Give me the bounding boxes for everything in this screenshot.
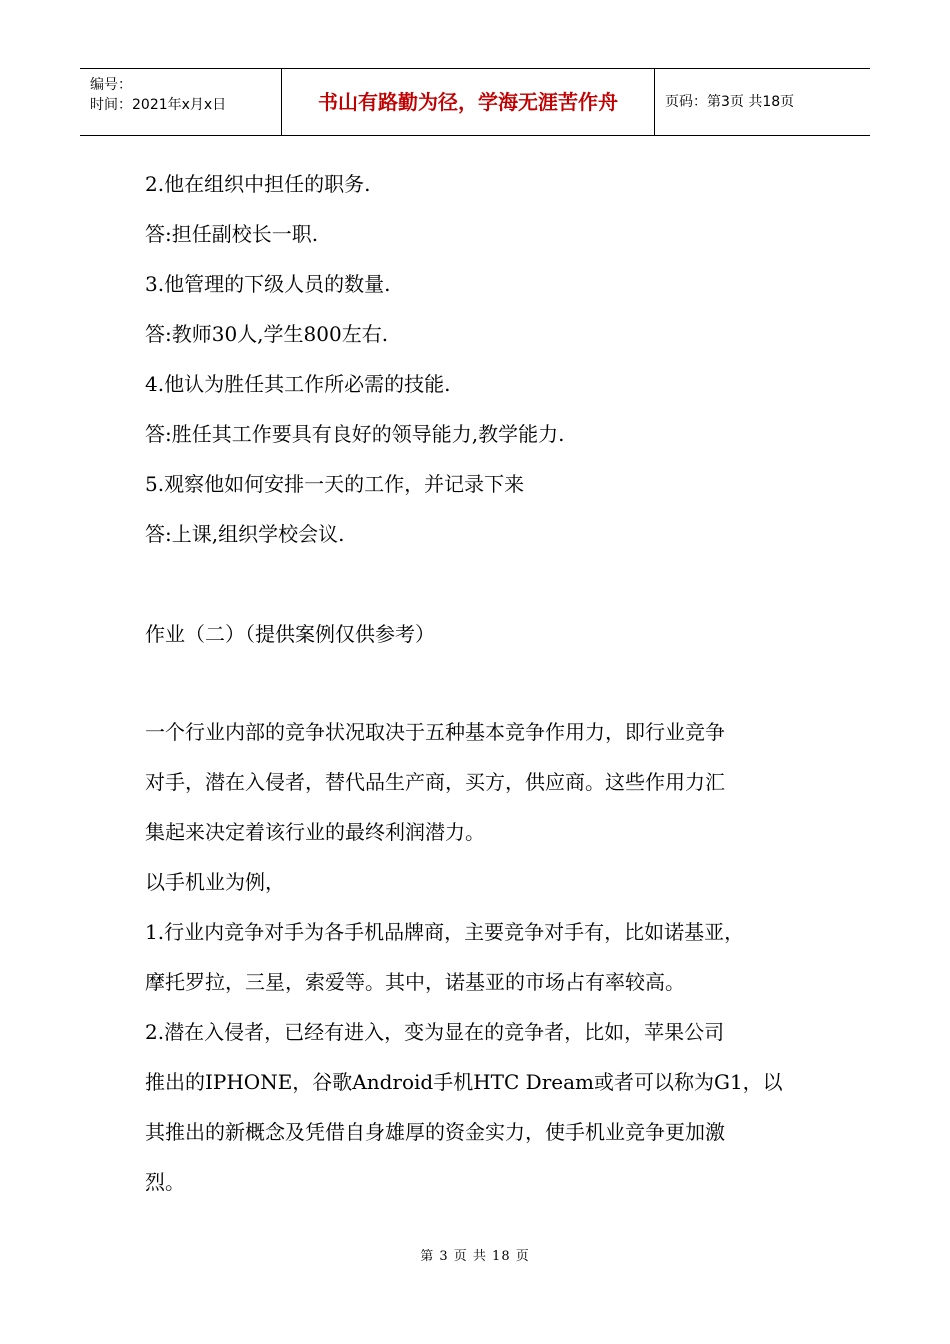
paragraph-line: 一个行业内部的竞争状况取决于五种基本竞争作用力，即行业竞争	[145, 720, 725, 744]
header-meta	[80, 69, 282, 135]
time-label: 时间：2021年x月x日	[90, 97, 227, 113]
paragraph-line: 1.行业内竞争对手为各手机品牌商，主要竞争对手有，比如诺基亚，	[145, 920, 745, 944]
header-page-info: 页码：第3页 共18页	[665, 94, 795, 110]
page-footer: 第 3 页 共 18 页	[420, 1249, 530, 1264]
paragraph-line: 对手，潜在入侵者，替代品生产商，买方，供应商。这些作用力汇	[145, 770, 725, 794]
paragraph-line: 其推出的新概念及凭借自身雄厚的资金实力，使手机业竞争更加激	[145, 1120, 725, 1144]
question-5: 5.观察他如何安排一天的工作，并记录下来	[145, 472, 525, 496]
paragraph-line: 推出的IPHONE，谷歌Android手机HTC Dream或者可以称为G1，以	[145, 1070, 783, 1094]
section-heading: 作业（二）（提供案例仅供参考）	[145, 622, 435, 646]
header-motto: 书山有路勤为径，学海无涯苦作舟	[282, 69, 655, 135]
answer-5: 答:上课,组织学校会议.	[145, 522, 345, 546]
paragraph-line: 以手机业为例，	[145, 870, 285, 894]
paragraph-line: 集起来决定着该行业的最终利润潜力。	[145, 820, 485, 844]
answer-4: 答:胜任其工作要具有良好的领导能力,教学能力.	[145, 422, 565, 446]
question-4: 4.他认为胜任其工作所必需的技能.	[145, 372, 451, 396]
number-label: 编号：	[90, 77, 132, 93]
answer-3: 答:教师30人,学生800左右.	[145, 322, 389, 346]
question-3: 3.他管理的下级人员的数量.	[145, 272, 391, 296]
question-2: 2.他在组织中担任的职务.	[145, 172, 371, 196]
paragraph-line: 烈。	[145, 1170, 185, 1194]
paragraph-line: 2.潜在入侵者，已经有进入，变为显在的竞争者，比如，苹果公司	[145, 1020, 725, 1044]
page-header	[80, 68, 870, 136]
answer-2: 答:担任副校长一职.	[145, 222, 319, 246]
paragraph-line: 摩托罗拉，三星，索爱等。其中，诺基亚的市场占有率较高。	[145, 970, 685, 994]
